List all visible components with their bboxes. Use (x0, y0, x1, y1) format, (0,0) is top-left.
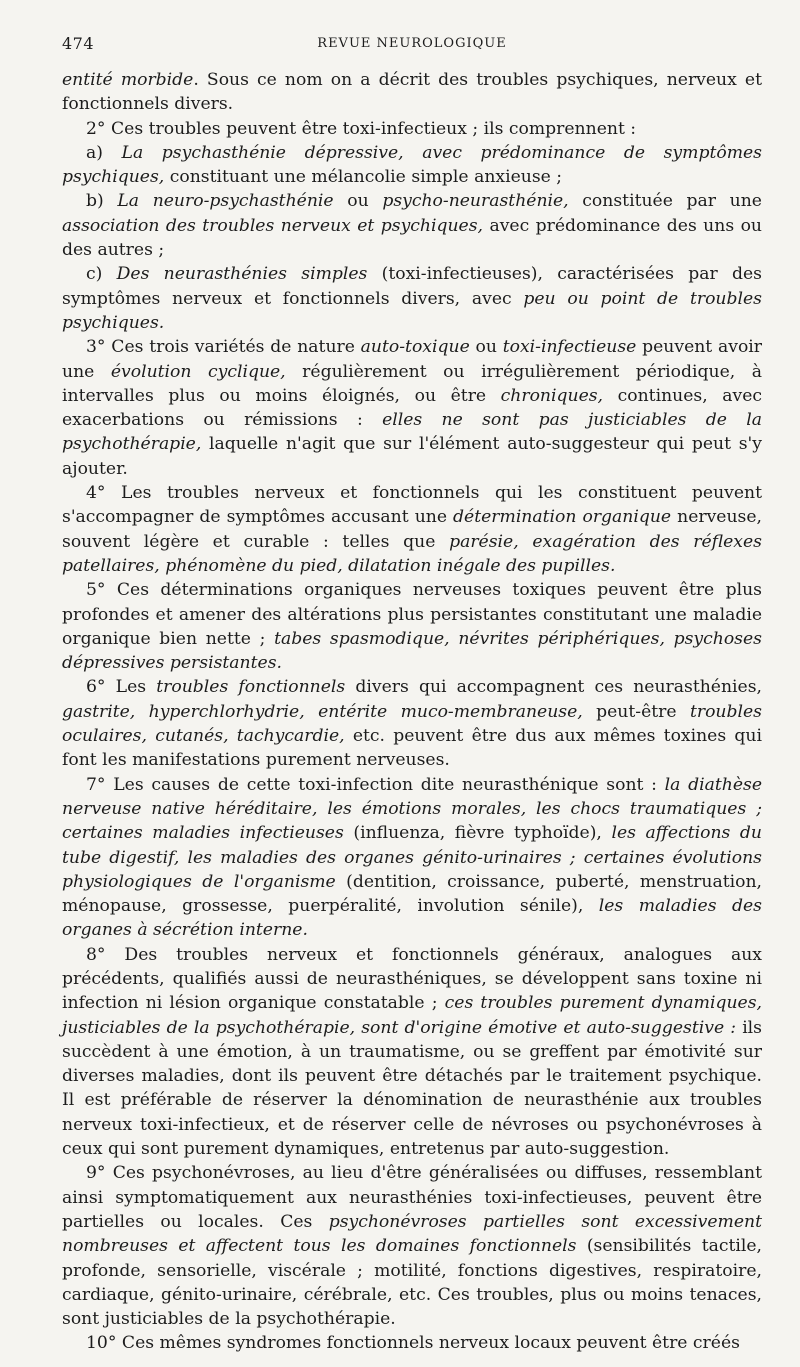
text-run: 10° Ces mêmes syndromes fonctionnels nerveux locaux peuvent être créés (86, 1333, 740, 1354)
body-text (62, 68, 762, 1356)
text-run: peuvent avoir une (62, 337, 762, 382)
paragraph (62, 68, 762, 117)
text-run: 4° Les troubles nerveux et fonctionnels qui les constituent peuvent s'accompagner de symptômes accusant une (62, 483, 762, 528)
text-run: 7° Les causes de cette toxi-infection dite neurasthénique sont : (86, 774, 665, 795)
italic-text-run: troubles oculaires, cutanés, tachycardie, (62, 701, 762, 747)
italic-text-run: toxi-infectieuse (502, 337, 637, 358)
italic-text-run: Des neurasthénies simples (116, 264, 368, 285)
italic-text-run: détermination organique (453, 507, 672, 528)
italic-text-run: auto-toxique (360, 337, 470, 358)
text-run: avec prédominance des uns ou des autres ; (62, 215, 762, 261)
text-run: (sensibilités tactile, profonde, sensorielle, viscérale ; motilité, fonctions digestives, respiratoire, cardiaque, génito-urinaire, cérébrale, etc. Ces troubles, plus ou moins tenaces, sont justiciables de la psychothérapie. (62, 1236, 763, 1330)
text-run: (toxi-infectieuses), caractérisées par des symptômes nerveux et fonctionnels divers, avec (62, 264, 763, 309)
page-number: 474 (62, 34, 95, 53)
italic-text-run: peu ou point de troubles psychiques. (62, 288, 762, 333)
italic-text-run: ces troubles purement dynamiques, justiciables de la psychothérapie, sont d'origine émotive et auto-suggestive : (62, 993, 762, 1038)
text-run: peut-être (582, 701, 690, 722)
text-run: continues, avec exacerbations ou rémissions : (62, 385, 762, 431)
italic-text-run: psycho-neurasthénie, (382, 191, 569, 212)
text-run: 9° Ces psychonévroses, au lieu d'être généralisées ou diffuses, ressemblant ainsi symptomatiquement aux neurasthénies toxi-infectieuses, peuvent être partielles ou locales. Ces (62, 1163, 762, 1232)
paragraph (62, 578, 762, 675)
paragraph (62, 943, 762, 1162)
text-run: 2° Ces troubles peuvent être toxi-infectieux ; ils comprennent : (86, 118, 637, 139)
text-run: ou (469, 337, 503, 358)
paragraph (62, 335, 762, 481)
paragraph (62, 481, 762, 578)
paragraph (62, 141, 762, 190)
text-run: constituant une mélancolie simple anxieuse ; (164, 167, 563, 188)
text-run: régulièrement ou irrégulièrement périodique, à intervalles plus ou moins éloignés, ou être (62, 361, 762, 406)
paragraph (62, 189, 762, 262)
text-run: etc. peuvent être dus aux mêmes toxines qui font les manifestations purement nerveuses. (62, 726, 762, 771)
paragraph (62, 675, 762, 772)
italic-text-run: les affections du tube digestif, les maladies des organes génito-urinaires ; certaines évolutions physiologiques de l'organisme (62, 823, 763, 892)
paragraph (62, 262, 762, 335)
text-run: 3° Ces trois variétés de nature (86, 337, 361, 358)
italic-text-run: psychonévroses partielles sont excessivement nombreuses et affectent tous les domaines fonctionnels (62, 1211, 762, 1257)
text-run: a) (86, 142, 122, 163)
text-run: c) (86, 264, 117, 285)
text-run: (influenza, fièvre typhoïde), (343, 823, 612, 844)
italic-text-run: entité morbide (62, 70, 194, 90)
text-run: b) (86, 191, 118, 212)
text-run: laquelle n'agit que sur l'élément auto-suggesteur qui peut s'y ajouter. (62, 434, 762, 479)
italic-text-run: La psychasthénie dépressive, avec prédominance de symptômes psychiques, (62, 142, 762, 188)
text-run: divers qui accompagnent ces neurasthénies, (345, 677, 762, 698)
page-header (62, 34, 762, 56)
italic-text-run: La neuro-psychasthénie (117, 191, 334, 212)
italic-text-run: la diathèse nerveuse native héréditaire, les émotions morales, les chocs traumatiques ; certaines maladies infectieuses (62, 774, 762, 844)
italic-text-run: chroniques, (500, 385, 604, 406)
paragraph (62, 1331, 762, 1355)
italic-text-run: les maladies des organes à sécrétion interne. (62, 896, 762, 941)
paragraph (62, 117, 762, 141)
italic-text-run: association des troubles nerveux et psychiques, (62, 215, 484, 236)
text-run: 5° Ces déterminations organiques nerveuses toxiques peuvent être plus profondes et amener des altérations plus persistantes constitutant une maladie organique bien nette ; (62, 580, 762, 649)
italic-text-run: tabes spasmodique, névrites périphériques, psychoses dépressives persistantes. (62, 628, 762, 674)
text-run: (dentition, croissance, puberté, menstruation, ménopause, grossesse, puerpéralité, involution sénile), (62, 871, 762, 917)
text-run: ou (333, 191, 383, 212)
italic-text-run: évolution cyclique, (110, 361, 286, 382)
text-run: . Sous ce nom on a décrit des troubles psychiques, nerveux et fonctionnels divers. (62, 70, 762, 115)
text-run: nerveuse, souvent légère et curable : telles que (62, 507, 763, 552)
paragraph (62, 773, 762, 943)
italic-text-run: gastrite, hyperchlorhydrie, entérite muco-membraneuse, (62, 701, 583, 722)
italic-text-run: troubles fonctionnels (156, 677, 346, 698)
italic-text-run: elles ne sont pas justiciables de la psychothérapie, (62, 410, 762, 455)
text-run: 8° Des troubles nerveux et fonctionnels généraux, analogues aux précédents, qualifiés aussi de neurasthéniques, se développent sans toxine ni infection ni lésion organique constatable ; (62, 944, 762, 1014)
text-run: ils succèdent à une émotion, à un traumatisme, ou se greffent par émotivité sur diverses maladies, dont ils peuvent être détachés par le traitement psychique. Il est préférable de réserver la dénomination de neurasthénie aux troubles nerveux toxi-infectieux, et de réserver celle de névroses ou psychonévroses à ceux qui sont purement dynamiques, entretenus par auto-suggestion. (62, 1017, 763, 1160)
paragraph (62, 1161, 762, 1331)
text-run: 6° Les (86, 677, 157, 698)
text-run: constituée par une (568, 191, 762, 212)
italic-text-run: parésie, exagération des réflexes patellaires, phénomène du pied, dilatation inégale des pupilles. (62, 531, 762, 576)
running-title: REVUE NEUROLOGIQUE (317, 36, 507, 51)
